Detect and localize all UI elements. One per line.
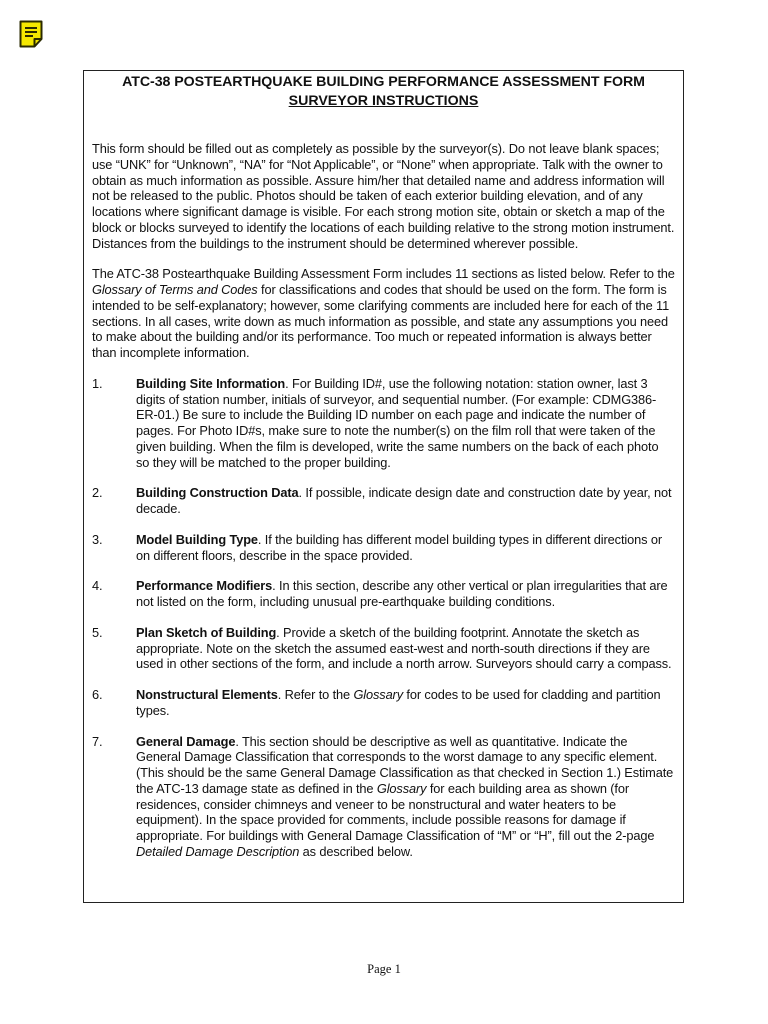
item-text [136, 687, 675, 719]
intro-paragraph-1: This form should be filled out as completely as possible by the surveyor(s). Do not leave blank spaces; use “UNK” for “Unknown”, “NA” for “Not Applicable”, or “None” when appropriate. Talk with the owner to obtain as much information as possible. Assure him/her that detailed name and address information will not be released to the public. Photos should be taken of each exterior building elevation, and of any locations where significant damage is visible. For each strong motion site, obtain or sketch a map of the block or blocks surveyed to identify the locations of each building relative to the strong motion instrument. Distances from the buildings to the instrument should be determined wherever possible. [92, 141, 675, 251]
item-number: 1. [92, 375, 103, 391]
item-title: Nonstructural Elements [136, 687, 278, 702]
glossary-reference: Glossary of Terms and Codes [92, 282, 258, 297]
item-description: . In this section, describe any other vertical or plan irregularities that are not listed on the form, including unusual pre-earthquake building conditions. [136, 578, 668, 609]
item-number: 4. [92, 578, 103, 594]
list-item [92, 625, 675, 672]
item-description-c: as described below. [299, 843, 413, 859]
sticky-note-icon[interactable] [19, 20, 43, 48]
item-description-a: . This section should be descriptive as well as quantitative. Indicate the General Damage Classification that corresponds to the worst damage to any specific element. (This should be the same General Damage Classification as that checked in Section 1.) Estimate the ATC-13 damage state as defined in the [136, 733, 674, 796]
item-text [136, 578, 675, 610]
intro-p2-text-a: The ATC-38 Postearthquake Building Assessment Form includes 11 sections as listed below. Refer to the [92, 266, 675, 282]
list-item [92, 578, 675, 610]
item-text [136, 532, 675, 564]
item-text [136, 376, 675, 471]
detailed-damage-reference: Detailed Damage Description [136, 843, 300, 859]
glossary-reference: Glossary [353, 687, 403, 702]
item-text [136, 734, 675, 860]
list-item [92, 734, 675, 860]
item-title: Building Site Information [136, 375, 286, 391]
item-number: 7. [92, 733, 103, 749]
item-description: . If the building has different model building types in different directions or on different floors, describe in the space provided. [136, 531, 662, 563]
intro-p2-text-b: for classifications and codes that should be used on the form. The form is intended to be self-explanatory; however, some clarifying comments are included here for each of the 11 sections. In all cases, write down as much information as possible, and state any assumptions you need to make about the building and/or its performance. Too much or repeated information is always better than incomplete information. [92, 282, 670, 360]
item-title: General Damage [136, 733, 236, 749]
item-text [136, 485, 675, 517]
item-description-b: for codes to be used for cladding and partition types. [136, 687, 661, 718]
item-description: . If possible, indicate design date and construction date by year, not decade. [136, 485, 672, 516]
item-title: Building Construction Data [136, 485, 299, 501]
item-text [136, 625, 675, 672]
item-number: 2. [92, 485, 103, 501]
item-description: . For Building ID#, use the following notation: station owner, last 3 digits of station number, initials of surveyor, and sequential number. (For example: CDMG386-ER-01.) Be sure to include the Building ID number on each page and indicate the number of pages. For Photo ID#s, make sure to note the number(s) on the film roll that were taken of the given building. When the film is developed, write the same numbers on the back of each photo so they will be matched to the proper building. [136, 375, 659, 470]
list-item [92, 485, 675, 517]
document-title: ATC-38 POSTEARTHQUAKE BUILDING PERFORMANCE ASSESSMENT FORM [122, 74, 645, 90]
item-title: Performance Modifiers [136, 578, 273, 594]
section-list [92, 376, 675, 860]
list-item [92, 532, 675, 564]
list-item [92, 687, 675, 719]
instructions-frame [83, 70, 684, 903]
item-title: Model Building Type [136, 531, 258, 547]
document-subtitle: SURVEYOR INSTRUCTIONS [288, 93, 479, 109]
item-number: 6. [92, 687, 103, 702]
item-number: 5. [92, 624, 103, 640]
list-item [92, 376, 675, 471]
page-number: Page 1 [367, 962, 401, 976]
item-title: Plan Sketch of Building [136, 624, 277, 640]
glossary-reference: Glossary [376, 780, 427, 796]
intro-paragraph-2 [92, 266, 675, 361]
item-description-b: for each building area as shown (for residences, consider chimneys and veneer to be nonstructural and water heaters to be equipment). In the space provided for comments, include possible reasons for damage if appropriate. For buildings with General Damage Classification of “M” or “H”, fill out the 2-page [136, 780, 655, 843]
item-description: . Provide a sketch of the building footprint. Annotate the sketch as appropriate. Note on the sketch the assumed east-west and north-south directions if they are used in other sections of the form, and include a north arrow. Surveyors should carry a compass. [136, 624, 672, 672]
item-number: 3. [92, 531, 103, 547]
item-description-a: . Refer to the [277, 687, 354, 702]
